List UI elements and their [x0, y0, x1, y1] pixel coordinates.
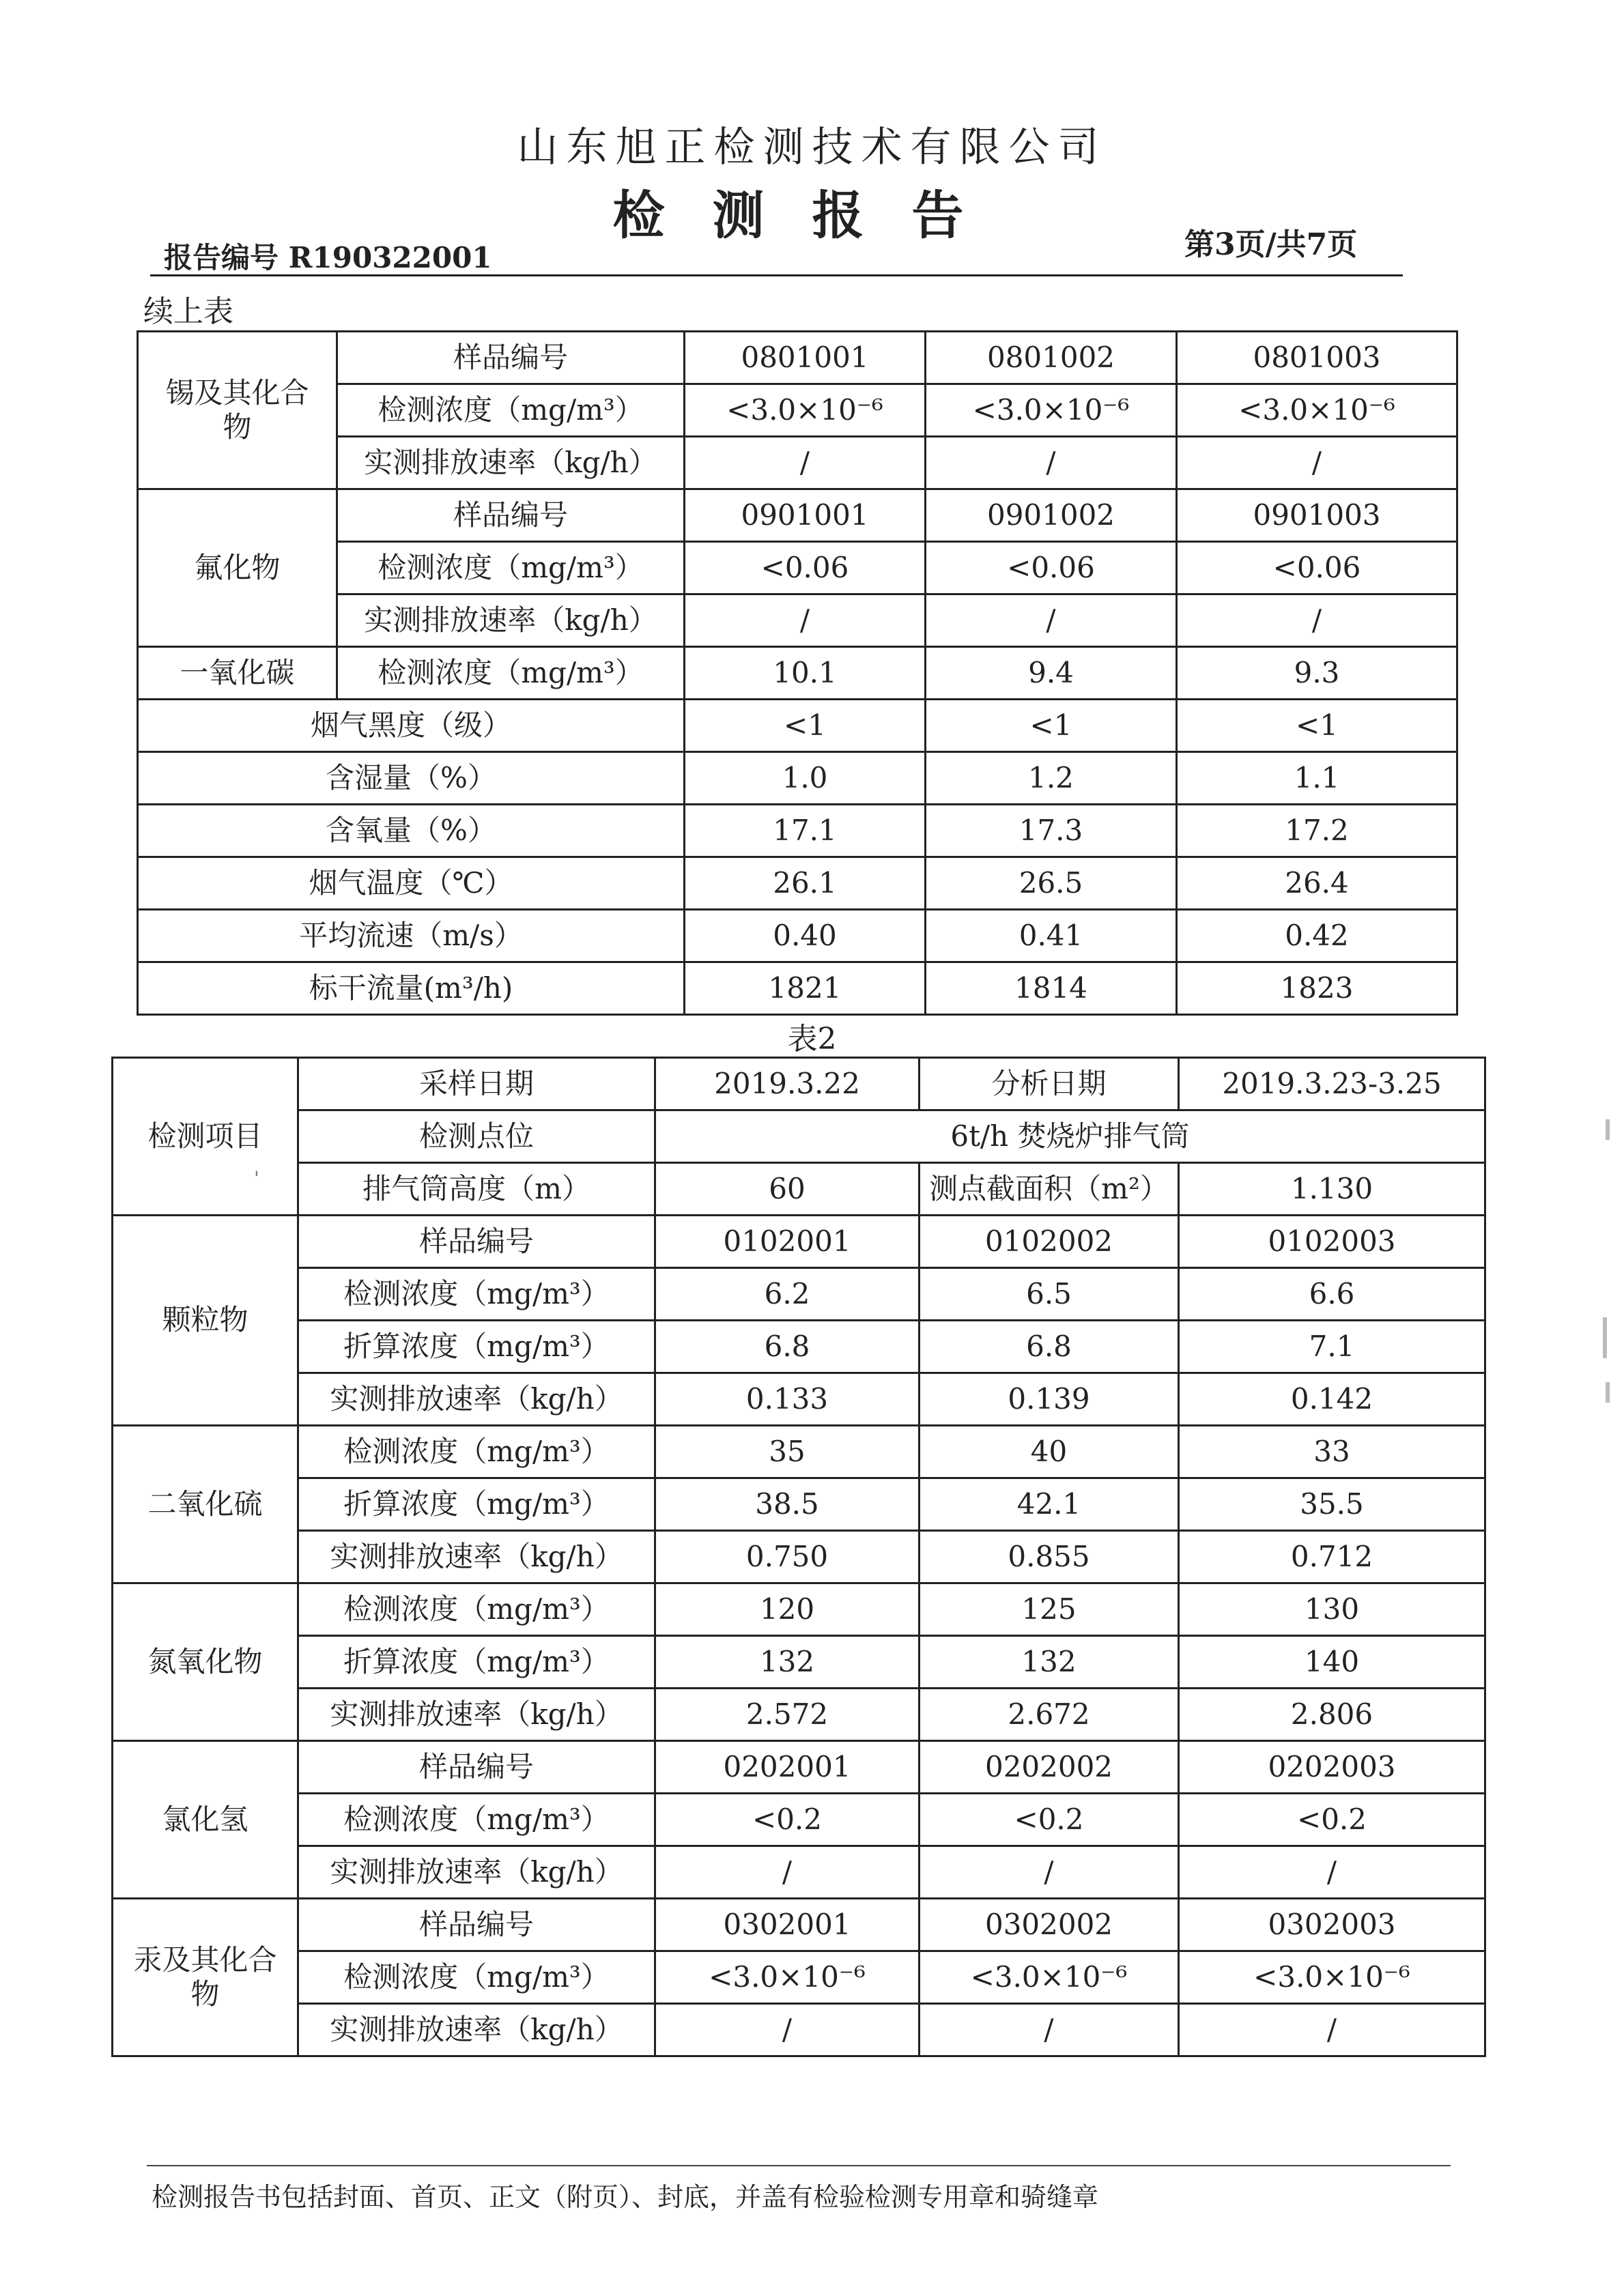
row-label: 实测排放速率（kg/h） [337, 437, 685, 489]
cell: 0102001 [655, 1216, 920, 1268]
cell: 0202003 [1179, 1741, 1485, 1794]
row-label: 折算浓度（mg/m³） [298, 1321, 655, 1373]
row-label: 样品编号 [298, 1216, 655, 1268]
row-label: 检测浓度（mg/m³） [298, 1794, 655, 1846]
row-label: 样品编号 [337, 332, 685, 384]
cell: / [1177, 594, 1457, 647]
cell: 9.4 [926, 647, 1177, 700]
cell: 0.41 [926, 910, 1177, 962]
cell: <0.2 [920, 1794, 1179, 1846]
document-title: 检测报告 [612, 185, 1012, 246]
cell: / [926, 437, 1177, 489]
cell: / [920, 1846, 1179, 1899]
row-label: 检测浓度（mg/m³） [337, 647, 685, 700]
cell: 6.8 [920, 1321, 1179, 1373]
cell: 0801003 [1177, 332, 1457, 384]
cell: 0.712 [1179, 1531, 1485, 1583]
table2 [111, 1057, 1486, 2057]
row-label: 实测排放速率（kg/h） [337, 594, 685, 647]
cell: 0302002 [920, 1899, 1179, 1951]
page-indicator: 第3页/共7页 [1184, 227, 1358, 262]
cell: 0901001 [685, 489, 926, 542]
section-carbon-monoxide: 一氧化碳 [138, 647, 337, 700]
cell: 0.750 [655, 1531, 920, 1583]
table-row [138, 805, 1457, 857]
row-label: 烟气温度（℃） [138, 857, 685, 910]
row-label: 含氧量（%） [138, 805, 685, 857]
table-row [113, 1636, 1485, 1689]
row-label: 折算浓度（mg/m³） [298, 1478, 655, 1531]
cell: 35.5 [1179, 1478, 1485, 1531]
cell: 0801002 [926, 332, 1177, 384]
cell: 2.572 [655, 1689, 920, 1741]
section-particulate: 颗粒物 [113, 1216, 298, 1426]
row-label: 样品编号 [298, 1899, 655, 1951]
row-label: 折算浓度（mg/m³） [298, 1636, 655, 1689]
cell: 1814 [926, 962, 1177, 1015]
cell: / [920, 2004, 1179, 2056]
section-mercury-compounds: 汞及其化合物 [113, 1899, 298, 2056]
cell: <3.0×10⁻⁶ [655, 1951, 920, 2004]
table-row [113, 1373, 1485, 1426]
table-row [113, 1110, 1485, 1163]
cell: 33 [1179, 1426, 1485, 1478]
cell: <3.0×10⁻⁶ [1179, 1951, 1485, 2004]
cell: / [1177, 437, 1457, 489]
cell: <0.2 [1179, 1794, 1485, 1846]
continued-label: 续上表 [143, 294, 233, 329]
row-label: 检测浓度（mg/m³） [337, 542, 685, 594]
row-label: 样品编号 [298, 1741, 655, 1794]
footer-rule [147, 2165, 1451, 2166]
test-point: 6t/h 焚烧炉排气筒 [655, 1110, 1485, 1163]
table-row [113, 1531, 1485, 1583]
scan-mark [1606, 1382, 1610, 1403]
cell: 0.133 [655, 1373, 920, 1426]
scan-mark [1606, 1119, 1610, 1140]
cell: 1.0 [685, 752, 926, 805]
table-row [113, 1899, 1485, 1951]
row-label: 检测浓度（mg/m³） [298, 1951, 655, 2004]
cell: 0.40 [685, 910, 926, 962]
table-row [138, 857, 1457, 910]
table-row [113, 1058, 1485, 1110]
table-row [113, 2004, 1485, 2056]
cell: 132 [655, 1636, 920, 1689]
cell: 1.2 [926, 752, 1177, 805]
cell: <1 [1177, 700, 1457, 752]
cell: <3.0×10⁻⁶ [685, 384, 926, 437]
cell: 17.3 [926, 805, 1177, 857]
cell: 0901002 [926, 489, 1177, 542]
cell: 6.6 [1179, 1268, 1485, 1321]
row-label: 分析日期 [920, 1058, 1179, 1110]
cell: 0102003 [1179, 1216, 1485, 1268]
table-row [113, 1741, 1485, 1794]
cell: 125 [920, 1583, 1179, 1636]
cell: 42.1 [920, 1478, 1179, 1531]
header-rule [150, 274, 1403, 276]
table-row [113, 1846, 1485, 1899]
row-label: 检测点位 [298, 1110, 655, 1163]
cell: / [1179, 1846, 1485, 1899]
table-row [113, 1163, 1485, 1216]
cell: 35 [655, 1426, 920, 1478]
cell: 0302003 [1179, 1899, 1485, 1951]
cell: 2.806 [1179, 1689, 1485, 1741]
table-row [113, 1478, 1485, 1531]
table-row [113, 1426, 1485, 1478]
cell: / [1179, 2004, 1485, 2056]
cell: 0202001 [655, 1741, 920, 1794]
cell: 17.2 [1177, 805, 1457, 857]
row-label: 检测浓度（mg/m³） [337, 384, 685, 437]
table-row [138, 700, 1457, 752]
cell: 6.8 [655, 1321, 920, 1373]
cell: / [655, 1846, 920, 1899]
cell: 132 [920, 1636, 1179, 1689]
cell: 120 [655, 1583, 920, 1636]
cell: 40 [920, 1426, 1179, 1478]
cell: 0102002 [920, 1216, 1179, 1268]
cell: 26.1 [685, 857, 926, 910]
report-number: 报告编号 R190322001 [164, 241, 492, 274]
row-label: 检测浓度（mg/m³） [298, 1268, 655, 1321]
row-label: 实测排放速率（kg/h） [298, 1531, 655, 1583]
cell: 140 [1179, 1636, 1485, 1689]
cell: / [685, 594, 926, 647]
cell: 17.1 [685, 805, 926, 857]
cell: 0.142 [1179, 1373, 1485, 1426]
cell: 0202002 [920, 1741, 1179, 1794]
section-nitrogen-oxides: 氮氧化物 [113, 1583, 298, 1741]
cell: 38.5 [655, 1478, 920, 1531]
cell: / [685, 437, 926, 489]
section-area: 1.130 [1179, 1163, 1485, 1216]
cell: 1.1 [1177, 752, 1457, 805]
cell: 0.139 [920, 1373, 1179, 1426]
cell: 7.1 [1179, 1321, 1485, 1373]
scan-mark [1603, 1317, 1607, 1358]
cell: / [926, 594, 1177, 647]
table-row [113, 1583, 1485, 1636]
section-hydrogen-chloride: 氯化氢 [113, 1741, 298, 1899]
table-row [113, 1689, 1485, 1741]
table-row [113, 1216, 1485, 1268]
cell: 9.3 [1177, 647, 1457, 700]
table-row [113, 1268, 1485, 1321]
section-sulfur-dioxide: 二氧化硫 [113, 1426, 298, 1583]
table-row [138, 332, 1457, 384]
cell: 1821 [685, 962, 926, 1015]
cell: 0801001 [685, 332, 926, 384]
footer-note: 检测报告书包括封面、首页、正文（附页）、封底，并盖有检验检测专用章和骑缝章 [152, 2182, 1099, 2212]
cell: 0901003 [1177, 489, 1457, 542]
table-row [138, 489, 1457, 542]
table-row [113, 1794, 1485, 1846]
cell: 1823 [1177, 962, 1457, 1015]
cell: 6.5 [920, 1268, 1179, 1321]
table-row [138, 962, 1457, 1015]
cell: <3.0×10⁻⁶ [926, 384, 1177, 437]
row-label: 样品编号 [337, 489, 685, 542]
row-label: 实测排放速率（kg/h） [298, 1373, 655, 1426]
section-tin-compounds: 锡及其化合物 [138, 332, 337, 489]
cell: 0.42 [1177, 910, 1457, 962]
cell: 26.5 [926, 857, 1177, 910]
row-label: 实测排放速率（kg/h） [298, 1689, 655, 1741]
cell: 2.672 [920, 1689, 1179, 1741]
cell: <0.2 [655, 1794, 920, 1846]
row-label: 排气筒高度（m） [298, 1163, 655, 1216]
cell: <0.06 [926, 542, 1177, 594]
row-label: 烟气黑度（级） [138, 700, 685, 752]
row-label: 含湿量（%） [138, 752, 685, 805]
row-label: 采样日期 [298, 1058, 655, 1110]
row-label: 测点截面积（m²） [920, 1163, 1179, 1216]
table-row [138, 752, 1457, 805]
section-fluoride: 氟化物 [138, 489, 337, 647]
row-label: 实测排放速率（kg/h） [298, 2004, 655, 2056]
cell: 130 [1179, 1583, 1485, 1636]
cell: <0.06 [1177, 542, 1457, 594]
table-row [138, 910, 1457, 962]
row-label: 实测排放速率（kg/h） [298, 1846, 655, 1899]
sampling-date: 2019.3.22 [655, 1058, 920, 1110]
table-continued [137, 330, 1458, 1016]
company-name: 山东旭正检测技术有限公司 [517, 124, 1107, 171]
row-label: 平均流速（m/s） [138, 910, 685, 962]
row-label: 检测浓度（mg/m³） [298, 1426, 655, 1478]
row-label: 标干流量(m³/h) [138, 962, 685, 1015]
cell: <0.06 [685, 542, 926, 594]
cell: <3.0×10⁻⁶ [1177, 384, 1457, 437]
table-row [138, 647, 1457, 700]
cell: <1 [685, 700, 926, 752]
cell: 26.4 [1177, 857, 1457, 910]
cell: 0302001 [655, 1899, 920, 1951]
cell: <3.0×10⁻⁶ [920, 1951, 1179, 2004]
table-row [113, 1321, 1485, 1373]
row-label: 检测浓度（mg/m³） [298, 1583, 655, 1636]
cell: 10.1 [685, 647, 926, 700]
scan-speck: ' [254, 1167, 259, 1190]
cell: <1 [926, 700, 1177, 752]
section-test-item: 检测项目 [113, 1058, 298, 1216]
cell: / [655, 2004, 920, 2056]
cell: 0.855 [920, 1531, 1179, 1583]
table2-caption: 表2 [787, 1022, 837, 1057]
stack-height: 60 [655, 1163, 920, 1216]
cell: 6.2 [655, 1268, 920, 1321]
table-row [113, 1951, 1485, 2004]
analysis-date: 2019.3.23-3.25 [1179, 1058, 1485, 1110]
